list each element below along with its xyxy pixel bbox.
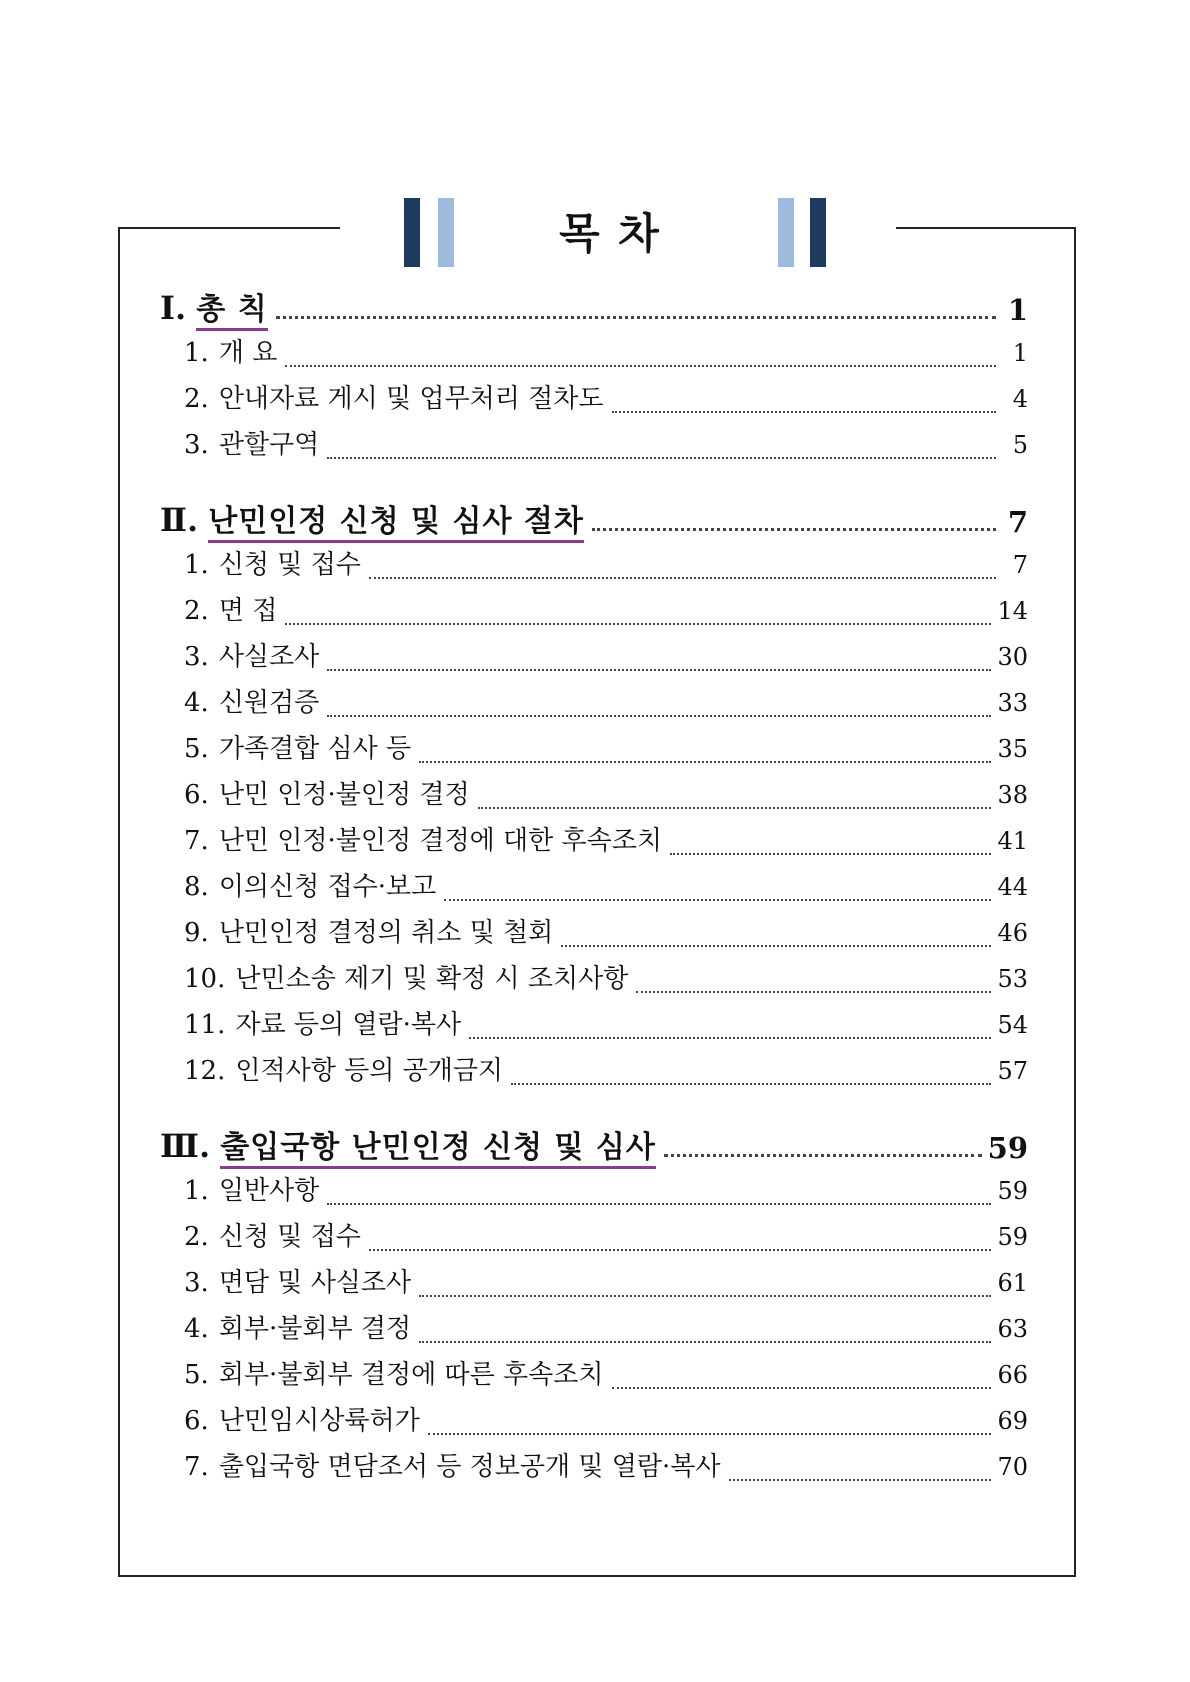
section-title: 총 칙 xyxy=(196,292,267,331)
entry-label xyxy=(184,376,604,422)
toc-entry[interactable] xyxy=(160,542,1028,588)
dot-leader xyxy=(327,457,996,459)
entry-label xyxy=(184,1214,361,1260)
toc-entry[interactable] xyxy=(160,910,1028,956)
entry-page-number: 33 xyxy=(997,689,1028,717)
entry-label xyxy=(184,422,319,468)
entry-number: 4. xyxy=(184,1314,209,1344)
entry-page-number: 1 xyxy=(1012,339,1028,367)
section-numeral: Ⅰ. xyxy=(160,289,187,327)
entry-label xyxy=(184,680,319,726)
entry-title: 난민 인정·불인정 결정에 대한 후속조치 xyxy=(218,826,662,856)
toc-entry[interactable] xyxy=(160,956,1028,1002)
entry-number: 2. xyxy=(184,384,209,414)
entry-page-number: 59 xyxy=(997,1223,1028,1251)
entry-label xyxy=(184,726,411,772)
entry-title: 자료 등의 열람·복사 xyxy=(235,1010,462,1040)
toc-section-heading[interactable] xyxy=(160,290,1028,330)
entry-page-number: 4 xyxy=(1012,385,1028,413)
toc-entry[interactable] xyxy=(160,1444,1028,1490)
toc-entry[interactable] xyxy=(160,634,1028,680)
entry-title: 난민임시상륙허가 xyxy=(218,1406,420,1436)
entry-label xyxy=(184,1168,319,1214)
entry-page-number: 59 xyxy=(997,1177,1028,1205)
entry-label xyxy=(184,1444,721,1490)
entry-label xyxy=(184,1048,503,1094)
entry-title: 면담 및 사실조사 xyxy=(218,1268,412,1298)
toc-entry[interactable] xyxy=(160,1214,1028,1260)
dot-leader xyxy=(276,316,996,319)
toc-entry[interactable] xyxy=(160,818,1028,864)
toc-entry[interactable] xyxy=(160,864,1028,910)
toc-entry[interactable] xyxy=(160,726,1028,772)
toc-entry[interactable] xyxy=(160,422,1028,468)
entry-page-number: 70 xyxy=(997,1453,1028,1481)
entry-title: 면 접 xyxy=(218,596,278,626)
entry-label xyxy=(184,864,436,910)
entry-label xyxy=(184,588,277,634)
entry-number: 3. xyxy=(184,642,209,672)
toc-entry[interactable] xyxy=(160,1002,1028,1048)
entry-number: 5. xyxy=(184,1360,209,1390)
dot-leader xyxy=(369,577,996,579)
entry-label xyxy=(184,1352,604,1398)
toc-section-heading[interactable] xyxy=(160,502,1028,542)
toc-entry[interactable] xyxy=(160,1306,1028,1352)
entry-label xyxy=(184,956,628,1002)
entry-title: 안내자료 게시 및 업무처리 절차도 xyxy=(218,384,604,414)
entry-title: 난민소송 제기 및 확정 시 조치사항 xyxy=(235,964,629,994)
entry-page-number: 44 xyxy=(997,873,1028,901)
toc-entry[interactable] xyxy=(160,772,1028,818)
entry-number: 3. xyxy=(184,1268,209,1298)
entry-page-number: 54 xyxy=(997,1011,1028,1039)
dot-leader xyxy=(561,945,991,947)
dot-leader xyxy=(592,528,996,531)
entry-number: 6. xyxy=(184,780,209,810)
entry-title: 관할구역 xyxy=(218,430,320,460)
title-bar-right-light xyxy=(778,198,794,267)
entry-number: 4. xyxy=(184,688,209,718)
title-area xyxy=(0,198,1190,270)
page-title: 목 차 xyxy=(559,209,661,258)
entry-page-number: 38 xyxy=(997,781,1028,809)
entry-title: 사실조사 xyxy=(218,642,320,672)
entry-page-number: 69 xyxy=(997,1407,1028,1435)
section-title: 출입국항 난민인정 신청 및 심사 xyxy=(220,1130,656,1169)
entry-number: 5. xyxy=(184,734,209,764)
dot-leader xyxy=(327,1203,991,1205)
entry-number: 1. xyxy=(184,550,209,580)
dot-leader xyxy=(419,1341,991,1343)
entry-title: 난민인정 결정의 취소 및 철회 xyxy=(218,918,554,948)
title-bar-right-dark xyxy=(810,198,826,267)
dot-leader xyxy=(664,1154,982,1157)
toc-entry[interactable] xyxy=(160,1398,1028,1444)
dot-leader xyxy=(636,991,991,993)
section-gap xyxy=(160,1094,1028,1128)
dot-leader xyxy=(729,1479,992,1481)
entry-label xyxy=(184,1002,461,1048)
entry-label xyxy=(184,542,361,588)
section-page-number: 59 xyxy=(987,1131,1028,1165)
toc-entry[interactable] xyxy=(160,680,1028,726)
entry-number: 1. xyxy=(184,1176,209,1206)
dot-leader xyxy=(369,1249,992,1251)
entry-number: 2. xyxy=(184,1222,209,1252)
entry-number: 2. xyxy=(184,596,209,626)
title-bar-left-dark xyxy=(404,198,420,267)
entry-number: 3. xyxy=(184,430,209,460)
entry-page-number: 41 xyxy=(997,827,1028,855)
entry-page-number: 7 xyxy=(1012,551,1028,579)
entry-label xyxy=(184,1398,420,1444)
entry-title: 출입국항 면담조서 등 정보공개 및 열람·복사 xyxy=(218,1452,721,1482)
entry-title: 일반사항 xyxy=(218,1176,320,1206)
entry-title: 가족결합 심사 등 xyxy=(218,734,412,764)
entry-page-number: 53 xyxy=(997,965,1028,993)
entry-number: 7. xyxy=(184,826,209,856)
entry-number: 8. xyxy=(184,872,209,902)
dot-leader xyxy=(327,715,991,717)
dot-leader xyxy=(612,1387,992,1389)
dot-leader xyxy=(469,1037,991,1039)
dot-leader xyxy=(444,899,991,901)
entry-title: 인적사항 등의 공개금지 xyxy=(235,1056,504,1086)
section-title: 난민인정 신청 및 심사 절차 xyxy=(208,504,584,543)
section-page-number: 1 xyxy=(1007,293,1028,327)
entry-number: 12. xyxy=(184,1056,226,1086)
entry-title: 회부·불회부 결정 xyxy=(218,1314,412,1344)
toc-entry[interactable] xyxy=(160,1168,1028,1214)
entry-number: 6. xyxy=(184,1406,209,1436)
dot-leader xyxy=(428,1433,992,1435)
table-of-contents xyxy=(160,290,1028,1490)
entry-number: 10. xyxy=(184,964,226,994)
entry-page-number: 61 xyxy=(997,1269,1028,1297)
toc-entry[interactable] xyxy=(160,1352,1028,1398)
dot-leader xyxy=(419,1295,991,1297)
toc-entry[interactable] xyxy=(160,588,1028,634)
dot-leader xyxy=(419,761,991,763)
dot-leader xyxy=(285,623,991,625)
entry-page-number: 57 xyxy=(997,1057,1028,1085)
toc-entry[interactable] xyxy=(160,330,1028,376)
dot-leader xyxy=(478,807,992,809)
section-label xyxy=(160,288,268,330)
entry-page-number: 5 xyxy=(1012,431,1028,459)
entry-label xyxy=(184,634,319,680)
section-numeral: Ⅱ. xyxy=(160,501,199,539)
dot-leader xyxy=(511,1083,991,1085)
toc-entry[interactable] xyxy=(160,1048,1028,1094)
entry-label xyxy=(184,772,470,818)
entry-number: 11. xyxy=(184,1010,226,1040)
entry-page-number: 46 xyxy=(997,919,1028,947)
section-page-number: 7 xyxy=(1007,505,1028,539)
dot-leader xyxy=(285,365,996,367)
entry-number: 1. xyxy=(184,338,209,368)
entry-label xyxy=(184,818,662,864)
dot-leader xyxy=(327,669,991,671)
dot-leader xyxy=(670,853,991,855)
dot-leader xyxy=(612,411,997,413)
entry-title: 신청 및 접수 xyxy=(218,1222,361,1252)
entry-title: 이의신청 접수·보고 xyxy=(218,872,437,902)
section-label xyxy=(160,1126,656,1168)
entry-label xyxy=(184,330,277,376)
entry-page-number: 14 xyxy=(997,597,1028,625)
entry-title: 신원검증 xyxy=(218,688,320,718)
section-numeral: Ⅲ. xyxy=(160,1127,211,1165)
toc-entry[interactable] xyxy=(160,1260,1028,1306)
entry-number: 9. xyxy=(184,918,209,948)
entry-page-number: 30 xyxy=(997,643,1028,671)
toc-entry[interactable] xyxy=(160,376,1028,422)
entry-label xyxy=(184,1306,411,1352)
entry-title: 난민 인정·불인정 결정 xyxy=(218,780,470,810)
title-bar-left-light xyxy=(438,198,454,267)
entry-title: 회부·불회부 결정에 따른 후속조치 xyxy=(218,1360,604,1390)
toc-section-heading[interactable] xyxy=(160,1128,1028,1168)
entry-page-number: 63 xyxy=(997,1315,1028,1343)
entry-page-number: 35 xyxy=(997,735,1028,763)
entry-title: 개 요 xyxy=(218,338,278,368)
entry-label xyxy=(184,1260,411,1306)
entry-page-number: 66 xyxy=(997,1361,1028,1389)
section-label xyxy=(160,500,584,542)
entry-title: 신청 및 접수 xyxy=(218,550,361,580)
section-gap xyxy=(160,468,1028,502)
entry-number: 7. xyxy=(184,1452,209,1482)
entry-label xyxy=(184,910,553,956)
